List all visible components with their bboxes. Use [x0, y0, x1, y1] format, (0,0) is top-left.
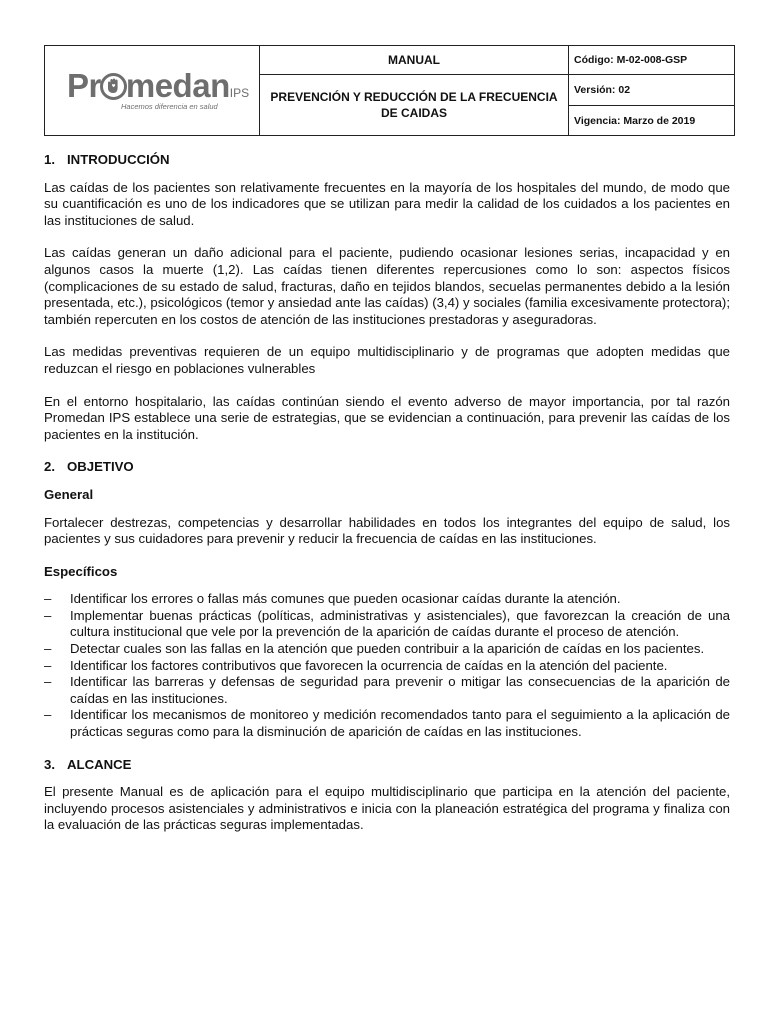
- hand-heart-icon: [100, 73, 127, 100]
- section-number: 2.: [44, 459, 55, 475]
- list-item: – Identificar los factores contributivos que favorecen la ocurrencia de caídas en la atención del paciente.: [44, 657, 668, 673]
- paragraph: Las caídas de los pacientes son relativamente frecuentes en la mayoría de los hospitales del mundo, de modo que su cuantificación es uno de los indicadores que se utilizan para medir la calidad de los cuidados a los pacientes en las instituciones de salud.: [44, 179, 730, 228]
- doc-version: Versión: 02: [569, 75, 735, 106]
- bullet-dash: –: [44, 707, 52, 723]
- section-heading-objetivo: [44, 459, 730, 476]
- section-title: OBJETIVO: [67, 459, 134, 475]
- bullet-dash: –: [44, 674, 52, 690]
- bullet-dash: –: [44, 607, 52, 623]
- specific-objectives-list: [44, 591, 730, 740]
- list-item: – Detectar cuales son las fallas en la atención que pueden contribuir a la aparición de caídas en los pacientes.: [44, 641, 705, 657]
- subheading-especificos: Específicos: [44, 563, 118, 579]
- logo-suffix: IPS: [229, 86, 250, 100]
- document-header: [44, 45, 735, 136]
- doc-type: MANUAL: [260, 46, 569, 75]
- paragraph: El presente Manual es de aplicación para el equipo multidisciplinario que participa en la atención del paciente, incluyendo procesos asistenciales y administrativos e inicia con la planeación estratégica del programa y finaliza con la evaluación de las prácticas seguras implementadas.: [44, 784, 730, 833]
- paragraph: Las medidas preventivas requieren de un equipo multidisciplinario y de programas que adopten medidas que reduzcan el riesgo en poblaciones vulnerables: [44, 344, 730, 376]
- list-item: – Implementar buenas prácticas (políticas, administrativas y asistenciales), que favorezcan la creación de una cultura institucional que vele por la prevención de la aparición de caídas durante el proceso de atención.: [44, 607, 730, 640]
- bullet-dash: –: [44, 641, 52, 657]
- logo-text-visible: Pr medan: [67, 67, 230, 104]
- section-number: 3.: [44, 756, 55, 772]
- section-heading-alcance: [44, 757, 730, 774]
- doc-code: Código: M-02-008-GSP: [569, 46, 735, 75]
- document-body: [44, 147, 730, 850]
- paragraph: Las caídas generan un daño adicional para el paciente, pudiendo ocasionar lesiones serias, incapacidad y en algunos casos la muerte (1,2). Las caídas tienen diferentes repercusiones como lo son: aspectos físicos (complicaciones de su estado de salud, fracturas, daño en tejidos blandos, secuelas permanentes debido a la lesión presentada, etc.), psicológicos (temor y ansiedad ante las caídas) (3,4) y sociales (familia excesivamente protectora); también repercuten en los costos de atención de las instituciones prestadoras y aseguradoras.: [44, 245, 730, 327]
- bullet-dash: –: [44, 657, 52, 673]
- list-item: – Identificar los mecanismos de monitoreo y medición recomendados tanto para el seguimiento a la aplicación de prácticas seguras como para la disminución de aparición de caídas en las instituciones.: [44, 707, 730, 740]
- section-heading-introduccion: [44, 152, 730, 169]
- logo-tagline: Hacemos diferencia en salud: [121, 102, 218, 111]
- paragraph: En el entorno hospitalario, las caídas continúan siendo el evento adverso de mayor importancia, por tal razón Promedan IPS establece una serie de estrategias, que se evidencian a continuación, para prevenir las caídas de los pacientes en la institución.: [44, 393, 730, 442]
- section-number: 1.: [44, 152, 55, 167]
- section-title: ALCANCE: [67, 756, 132, 772]
- bullet-dash: –: [44, 591, 52, 607]
- doc-validity: Vigencia: Marzo de 2019: [569, 106, 735, 136]
- list-item: – Identificar los errores o fallas más comunes que pueden ocasionar caídas durante la atención.: [44, 591, 621, 607]
- logo-cell: [45, 46, 260, 136]
- doc-title: PREVENCIÓN Y REDUCCIÓN DE LA FRECUENCIA DE CAIDAS: [260, 75, 569, 136]
- company-logo: [67, 67, 250, 118]
- list-item: – Identificar las barreras y defensas de seguridad para prevenir o mitigar las consecuencias de la aparición de caídas en las instituciones.: [44, 674, 730, 706]
- paragraph: Fortalecer destrezas, competencias y desarrollar habilidades en todos los integrantes del equipo de salud, los pacientes y sus cuidadores para prevenir y reducir la frecuencia de caídas en las instituciones.: [44, 514, 730, 547]
- section-title: INTRODUCCIÓN: [67, 152, 170, 167]
- subheading-general: General: [44, 486, 94, 502]
